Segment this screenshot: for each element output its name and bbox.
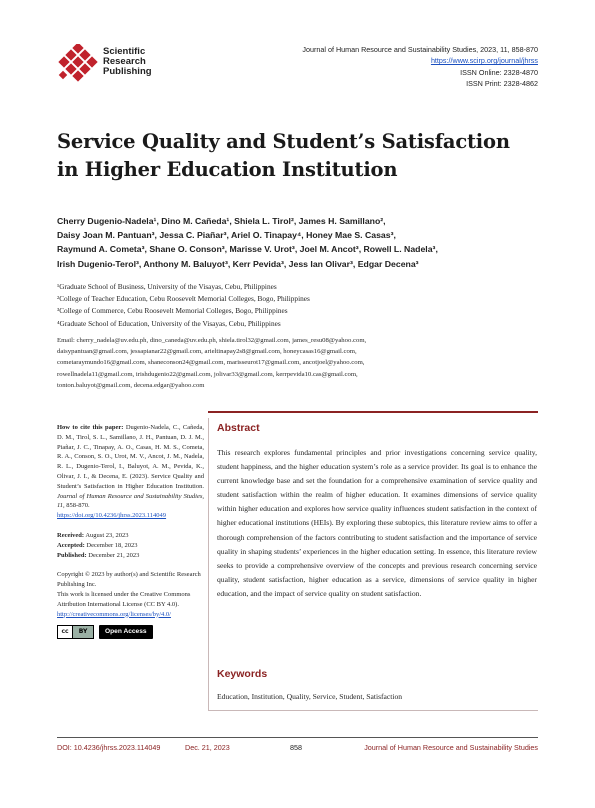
footer-doi: DOI: 10.4236/jhrss.2023.114049 <box>57 743 161 752</box>
keywords-bottom-rule <box>208 710 538 711</box>
publication-dates <box>57 531 204 560</box>
accepted-row <box>57 541 204 551</box>
published-date: December 21, 2023 <box>88 551 140 559</box>
journal-meta <box>302 44 538 89</box>
footer-date: Dec. 21, 2023 <box>185 743 230 752</box>
footer-rule <box>57 737 538 738</box>
email-line: cometaraymundo16@gmail.com, shaneconson24@gmail.com, marisseurot17@gmail.com, ancotjoel@yahoo.com, <box>57 359 365 367</box>
issn-print: ISSN Print: 2328-4862 <box>466 78 538 88</box>
copyright-block <box>57 570 204 619</box>
publisher-name-line: Research <box>103 56 146 67</box>
journal-citation: Journal of Human Resource and Sustainability Studies, 2023, 11, 858-870 <box>302 45 538 54</box>
page-number: 858 <box>290 743 302 752</box>
author-line: Daisy Joan M. Pantuan³, Jessa C. Piañar³, Ariel O. Tinapay⁴, Honey Mae S. Casas³, <box>57 230 396 241</box>
affiliation: ²College of Teacher Education, Cebu Roosevelt Memorial Colleges, Bogo, Philippines <box>57 294 310 304</box>
open-access-badge: Open Access <box>99 625 153 639</box>
scientific-research-publishing-logo <box>56 44 100 88</box>
abstract-heading: Abstract <box>217 422 260 434</box>
author-line: Cherry Dugenio-Nadela¹, Dino M. Cañeda¹, Shiela L. Tirol², James H. Samillano², <box>57 216 386 226</box>
paper-title: Service Quality and Student’s Satisfaction in Higher Education Institution <box>57 130 510 181</box>
abstract-top-rule <box>208 411 538 413</box>
license-notice: This work is licensed under the Creative Commons Attribution International License (CC BY 4.0). <box>57 590 191 608</box>
cite-label: How to cite this paper: <box>57 424 124 431</box>
abstract-left-rule <box>208 418 209 711</box>
cite-doi-link[interactable]: https://doi.org/10.4236/jhrss.2023.114049 <box>57 512 167 520</box>
license-badges <box>57 625 204 639</box>
email-line: daisypantuan@gmail.com, jessapianar22@gmail.com, arieltinapay2s8@gmail.com, honeycasas16@gmail.com, <box>57 348 357 356</box>
affiliation: ⁴Graduate School of Education, University of the Visayas, Cebu, Philippines <box>57 318 281 328</box>
keywords-text: Education, Institution, Quality, Service, Student, Satisfaction <box>217 692 403 701</box>
abstract-text: This research explores fundamental principles and prior investigations concerning service quality, student happiness, and the higher education system’s role as a service provider. Its goal is to enhance the current knowledge base and set the foundation for a comprehensive examination of service quality and student satisfaction within the realm of higher education. It examines dimensions of service quality within higher education and explores how service quality influences student satisfaction in the context of higher educational institutions (HEIs). By exploring these subtopics, this literature review aims to offer a thorough comprehension of the factors contributing to student satisfaction and the importance of service quality in shaping students’ experiences in the higher education setting. In essence, this literature review seeks to provide a comprehensive overview of the concepts and previous research concerning service quality, student satisfaction, higher education as a service, dimensions of service quality in higher education, and the impact of service quality on student satisfaction. <box>217 448 537 598</box>
issn-online: ISSN Online: 2328-4870 <box>460 67 538 77</box>
accepted-label: Accepted: <box>57 541 85 549</box>
published-label: Published: <box>57 551 87 559</box>
how-to-cite <box>57 423 204 521</box>
journal-url-link[interactable]: https://www.scirp.org/journal/jhrss <box>430 56 538 66</box>
publisher-name <box>103 47 152 77</box>
received-row <box>57 531 204 541</box>
author-line: Irish Dugenio-Terol³, Anthony M. Baluyot³, Kerr Pevida³, Jess Ian Olivar³, Edgar Decena³ <box>57 258 419 269</box>
author-line: Raymund A. Cometa³, Shane O. Conson³, Marisse V. Urot³, Joel M. Ancot³, Rowell L. Nadela³, <box>57 244 438 255</box>
cite-pages: 858-870. <box>66 502 90 510</box>
footer-journal: Journal of Human Resource and Sustainability Studies <box>364 743 538 752</box>
publisher-name-line: Scientific <box>103 46 146 57</box>
accepted-date: December 18, 2023 <box>86 541 138 549</box>
email-line: Email: cherry_nadela@uv.edu.ph, dino_caneda@uv.edu.ph, shiela.tirol32@gmail.com, james_resu08@yahoo.com, <box>57 337 367 344</box>
citation-sidebar <box>57 423 204 639</box>
affiliation: ¹Graduate School of Business, University of the Visayas, Cebu, Philippines <box>57 282 277 291</box>
email-line: rowellnadela11@gmail.com, irishdugenio22@gmail.com, jolivar33@gmail.com, kerrpevida10.cas@gmail.com, <box>57 370 358 378</box>
copyright-notice: Copyright © 2023 by author(s) and Scientific Research Publishing Inc. <box>57 571 201 589</box>
license-url-link[interactable]: http://creativecommons.org/licenses/by/4.0/ <box>57 610 171 618</box>
received-date: August 23, 2023 <box>85 531 129 539</box>
by-badge-label: BY <box>73 626 93 638</box>
publisher-name-line: Publishing <box>103 66 152 77</box>
received-label: Received: <box>57 531 85 539</box>
affiliation: ³College of Commerce, Cebu Roosevelt Memorial Colleges, Bogo, Philippines <box>57 306 288 316</box>
email-list <box>57 335 542 391</box>
cite-text: Dugenio-Nadela, C., Cañeda, D. M., Tirol, S. L., Samillano, J. H., Pantuan, D. J. M., Piañar, J. C., Tinapay, A. O., Casas, H. M. S., Cometa, R. A., Conson, S. O., Urot, M. V., Ancot, J. M., Nadela, R. L., Dugenio-Terol, I., Baluyot, A. M., Pevida, K., Olivar, J. I., & Decena, E. (2023). Service Quality and Student’s Satisfaction in Higher Education Institution. <box>57 424 205 490</box>
email-line: tonton.baluyot@gmail.com, decena.edgar@yahoo.com <box>57 381 205 389</box>
keywords-heading: Keywords <box>217 668 268 680</box>
author-list <box>57 214 542 271</box>
published-row <box>57 551 204 561</box>
cc-by-badge-icon[interactable] <box>57 625 94 639</box>
affiliation-list <box>57 281 542 330</box>
cc-badge-label: cc <box>58 626 73 638</box>
cite-journal: Journal of Human Resource and Sustainability Studies, 11, <box>57 492 204 510</box>
